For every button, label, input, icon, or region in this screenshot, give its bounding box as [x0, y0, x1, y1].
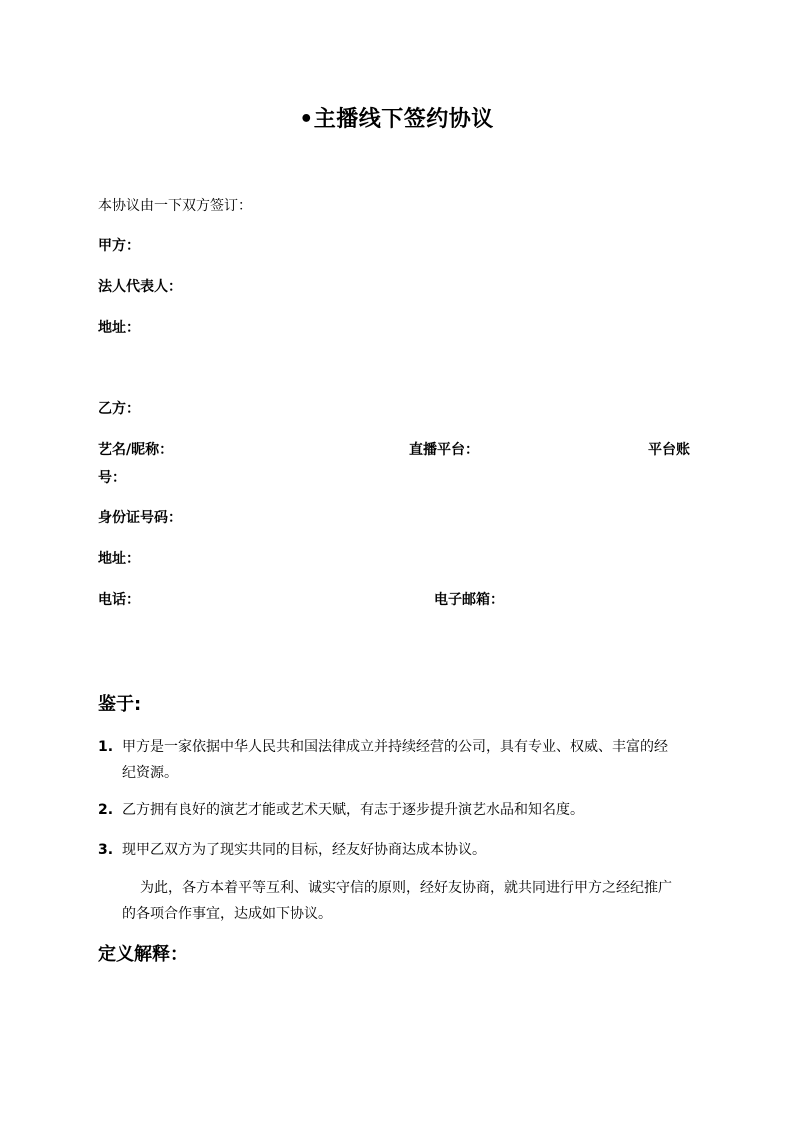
email-label: 电子邮箱：: [434, 592, 504, 608]
party-a-label: 甲方：: [98, 238, 140, 254]
intro-text: 本协议由一下双方签订：: [98, 198, 252, 214]
stage-name-label: 艺名/昵称：: [98, 442, 174, 458]
whereas-item-text: 甲方是一家依据中华人民共和国法律成立并持续经营的公司，具有专业、权威、丰富的经: [122, 739, 668, 755]
whereas-heading: 鉴于:: [98, 694, 142, 715]
closing-paragraph-line2: 的各项合作事宜，达成如下协议。: [122, 906, 332, 922]
party-b-label: 乙方：: [98, 401, 140, 417]
account-label-part2: 号：: [98, 470, 126, 486]
account-label-part1: 平台账: [648, 442, 690, 458]
closing-paragraph-line1: 为此，各方本着平等互利、诚实守信的原则，经好友协商，就共同进行甲方之经纪推广: [140, 880, 672, 896]
id-number-label: 身份证号码：: [98, 510, 182, 526]
phone-label: 电话：: [98, 592, 140, 608]
document-title: •主播线下签约协议: [299, 107, 494, 132]
party-b-address-label: 地址：: [98, 551, 140, 567]
whereas-item-text: 乙方拥有良好的演艺才能或艺术天赋，有志于逐步提升演艺水品和知名度。: [122, 802, 584, 818]
legal-rep-label: 法人代表人：: [98, 279, 182, 295]
definitions-heading: 定义解释：: [98, 944, 188, 965]
whereas-item-text: 现甲乙双方为了现实共同的目标，经友好协商达成本协议。: [122, 842, 486, 858]
whereas-item-number: 3.: [98, 842, 114, 858]
whereas-item-number: 1.: [98, 739, 114, 755]
whereas-item-number: 2.: [98, 802, 114, 818]
platform-label: 直播平台：: [409, 442, 479, 458]
whereas-item-text-cont: 纪资源。: [122, 765, 178, 781]
party-a-address-label: 地址：: [98, 320, 140, 336]
